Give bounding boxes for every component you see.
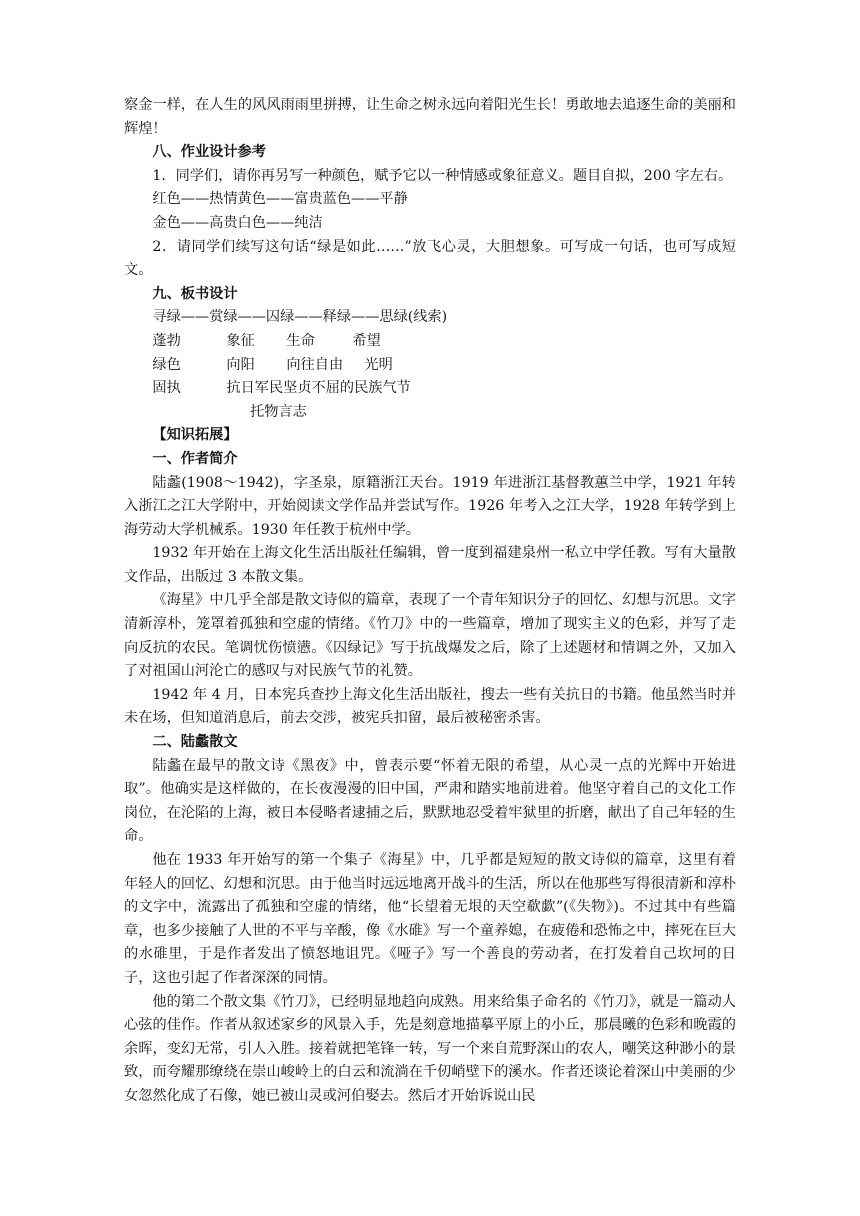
paragraph: 他在 1933 年开始写的第一个集子《海星》中，几乎都是短短的散文诗似的篇章，这里有着年轻人的回忆、幻想和沉思。由于他当时远远地离开战斗的生活，所以在他那些写得很清新和淳朴的文字中，流露出了孤独和空虚的情绪，他“长望着无垠的天空欷歔”(《失物》)。不过其中有些篇章，也多少接触了人世的不平与辛酸，像《水碓》写一个童养媳，在疲倦和恐怖之中，摔死在巨大的水碓里，于是作者发出了愤怒地诅咒。《哑子》写一个善良的劳动者，在打发着自己坎坷的日子，这也引起了作者深深的同情。 (124, 852, 736, 986)
paragraph: 他的第二个散文集《竹刀》，已经明显地趋向成熟。用来给集子命名的《竹刀》，就是一篇动人心弦的佳作。作者从叙述家乡的风景入手，先是刻意地描摹平原上的小丘，那晨曦的色彩和晚霞的余晖，变幻无常，引人入胜。接着就把笔锋一转，写一个来自荒野深山的农人，嘲笑这种渺小的景致，而夸耀那缭绕在崇山峻岭上的白云和流淌在千仞峭壁下的溪水。作者还谈论着深山中美丽的少女忽然化成了石像，她已被山灵或河伯娶去。然后才开始诉说山民 (124, 993, 736, 1104)
board-row (124, 354, 736, 378)
board-cell: 生命 (286, 332, 315, 349)
paragraph: 陆蠡在最早的散文诗《黑夜》中，曾表示要“怀着无限的希望，从心灵一点的光辉中开始进取”。他确实是这样做的，在长夜漫漫的旧中国，严肃和踏实地前进着。他坚守着自己的文化工作岗位，在沦陷的上海，被日本侵略者逮捕之后，默默地忍受着牢狱里的折磨，献出了自己年轻的生命。 (124, 757, 736, 845)
paragraph: 陆蠡(1908～1942)，字圣泉，原籍浙江天台。1919 年进浙江基督教蕙兰中学，1921 年转入浙江之江大学附中，开始阅读文学作品并尝试写作。1926 年考入之江大学，1928 年转学到上海劳动大学机械系。1930 年任教于杭州中学。 (124, 474, 736, 538)
paragraph: 1942 年 4 月，日本宪兵查抄上海文化生活出版社，搜去一些有关抗日的书籍。他虽然当时并未在场，但知道消息后，前去交涉，被宪兵扣留，最后被秘密杀害。 (124, 686, 736, 727)
text-line: 察金一样，在人生的风风雨雨里拼搏，让生命之树永远向着阳光生长！勇敢地去追逐生命的美丽和辉煌！ (124, 97, 736, 137)
color-example-line: 红色——热情黄色——富贵蓝色——平静 (152, 191, 408, 208)
board-cell: 固执 (152, 380, 181, 397)
knowledge-extension-heading: 【知识拓展】 (152, 427, 238, 444)
document-page (124, 94, 736, 1109)
board-row (124, 377, 736, 401)
board-cell: 向往自由 (286, 356, 344, 373)
board-cell: 希望 (352, 332, 381, 349)
board-clue-line: 寻绿——赏绿——囚绿——释绿——思绿(线索) (152, 309, 448, 326)
color-example-line: 金色——高贵白色——纯洁 (152, 214, 323, 231)
homework-item-1: 1．同学们，请你再另写一种颜色，赋予它以一种情感或象征意义。题目自拟，200 字左右。 (152, 167, 733, 184)
board-cell: 绿色 (152, 356, 181, 373)
section-heading-author: 一、作者简介 (152, 450, 238, 467)
section-heading-prose: 二、陆蠡散文 (152, 734, 238, 751)
homework-item-2: 2．请同学们续写这句话“绿是如此……”放飞心灵，大胆想象。可写成一句话，也可写成短文。 (124, 238, 736, 279)
paragraph: 1932 年开始在上海文化生活出版社任编辑，曾一度到福建泉州一私立中学任教。写有大量散文作品，出版过 3 本散文集。 (124, 545, 736, 585)
section-heading-homework: 八、作业设计参考 (152, 144, 266, 161)
section-heading-board: 九、板书设计 (152, 285, 238, 302)
board-cell: 光明 (364, 356, 393, 373)
board-cell: 蓬勃 (152, 332, 181, 349)
paragraph: 《海星》中几乎全部是散文诗似的篇章，表现了一个青年知识分子的回忆、幻想与沉思。文字清新淳朴，笼罩着孤独和空虚的情绪。《竹刀》中的一些篇章，增加了现实主义的色彩，并写了走向反抗的农民。笔调忧伤愤懑。《囚绿记》写于抗战爆发之后，除了上述题材和情调之外，又加入了对祖国山河沦亡的感叹与对民族气节的礼赞。 (124, 592, 736, 680)
board-cell: 抗日军民坚贞不屈的民族气节 (226, 380, 411, 397)
board-row (124, 330, 736, 354)
board-cell: 向阳 (226, 356, 255, 373)
board-cell: 象征 (226, 332, 255, 349)
board-motto: 托物言志 (250, 403, 307, 420)
